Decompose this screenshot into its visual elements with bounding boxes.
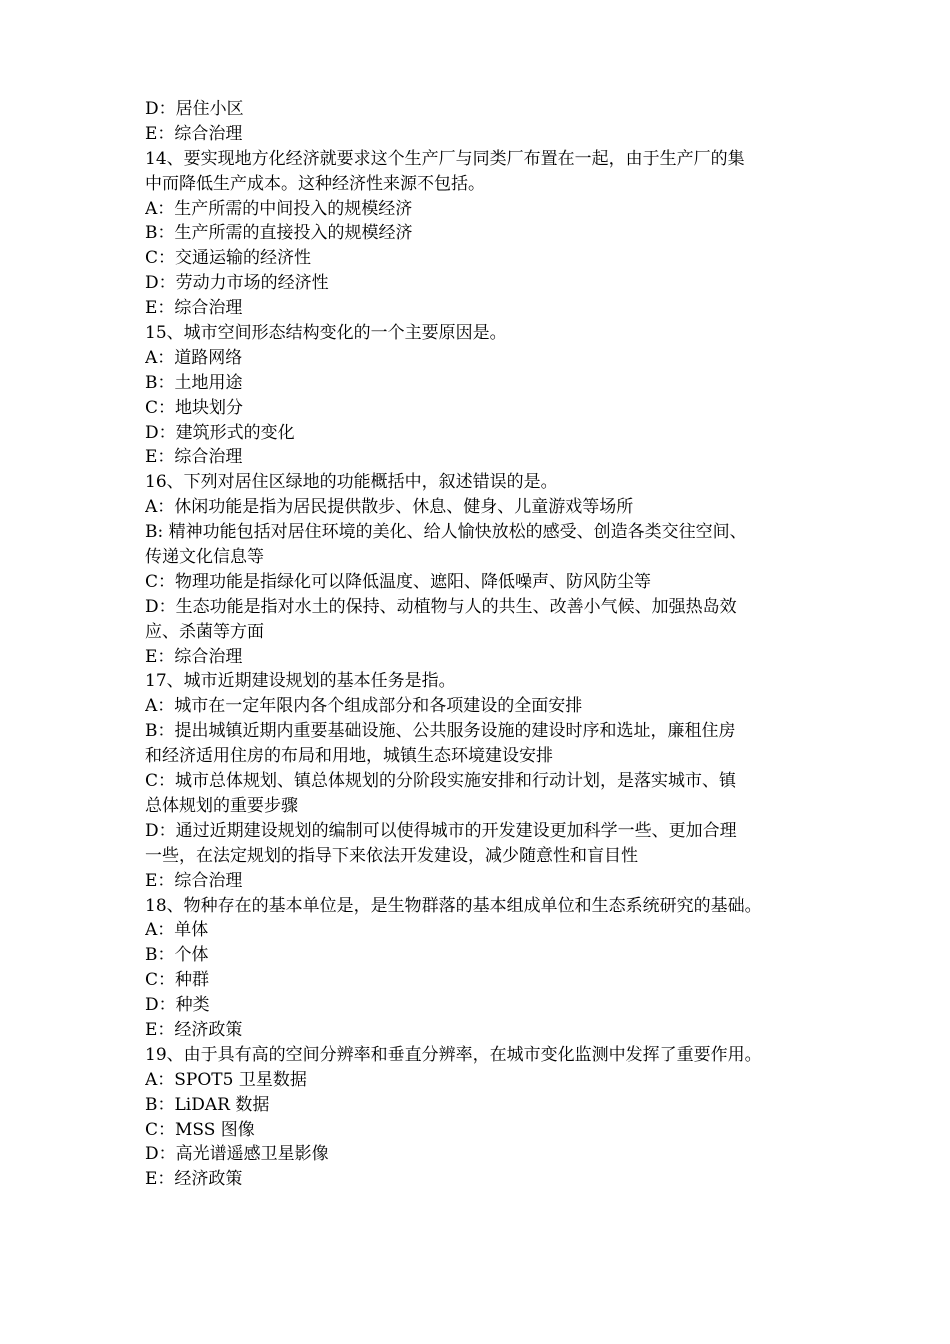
option-line: D：高光谱遥感卫星影像 <box>145 1144 329 1165</box>
option-line: A：城市在一定年限内各个组成部分和各项建设的全面安排 <box>145 696 583 717</box>
text-line: 传递文化信息等 <box>145 547 264 568</box>
option-line: B：LiDAR 数据 <box>145 1094 270 1115</box>
document-body <box>145 97 815 1192</box>
option-line: C：MSS 图像 <box>145 1119 255 1140</box>
question-14: 14、要实现地方化经济就要求这个生产厂与同类厂布置在一起，由于生产厂的集 <box>145 148 745 169</box>
text-line: 中而降低生产成本。这种经济性来源不包括。 <box>145 173 485 194</box>
text-line: 总体规划的重要步骤 <box>145 795 298 816</box>
option-line: E：综合治理 <box>145 870 243 891</box>
option-line: E：综合治理 <box>145 298 243 319</box>
option-line: D：建筑形式的变化 <box>145 422 295 443</box>
question-19: 19、由于具有高的空间分辨率和垂直分辨率，在城市变化监测中发挥了重要作用。 <box>145 1044 762 1065</box>
text-line: E：综合治理 <box>145 123 243 144</box>
option-line: A：休闲功能是指为居民提供散步、休息、健身、儿童游戏等场所 <box>145 497 634 518</box>
question-17: 17、城市近期建设规划的基本任务是指。 <box>145 671 456 692</box>
text-line: D：居住小区 <box>145 99 244 119</box>
option-line: B：提出城镇近期内重要基础设施、公共服务设施的建设时序和选址，廉租住房 <box>145 721 736 742</box>
option-line: A：道路网络 <box>145 347 243 368</box>
text-line: 一些，在法定规划的指导下来依法开发建设，减少随意性和盲目性 <box>145 845 638 866</box>
option-line: C：城市总体规划、镇总体规划的分阶段实施安排和行动计划，是落实城市、镇 <box>145 771 737 792</box>
option-line: D：劳动力市场的经济性 <box>145 273 329 294</box>
text-line: 应、杀菌等方面 <box>145 621 264 642</box>
option-line: D：种类 <box>145 995 210 1016</box>
option-line: A：SPOT5 卫星数据 <box>145 1069 307 1090</box>
option-line: A：单体 <box>145 920 209 941</box>
question-15: 15、城市空间形态结构变化的一个主要原因是。 <box>145 323 507 344</box>
question-18: 18、物种存在的基本单位是，是生物群落的基本组成单位和生态系统研究的基础。 <box>145 895 762 916</box>
option-line: C：种群 <box>145 970 210 991</box>
option-line: E：经济政策 <box>145 1019 243 1040</box>
option-line: E：综合治理 <box>145 447 243 468</box>
option-line: E：综合治理 <box>145 646 243 667</box>
option-line: E：经济政策 <box>145 1169 243 1190</box>
option-line: B: 精神功能包括对居住环境的美化、给人愉快放松的感受、创造各类交往空间、 <box>145 522 747 543</box>
option-line: C：交通运输的经济性 <box>145 248 312 269</box>
option-line: D：生态功能是指对水土的保持、动植物与人的共生、改善小气候、加强热岛效 <box>145 596 737 617</box>
option-line: B：个体 <box>145 945 209 966</box>
option-line: D：通过近期建设规划的编制可以使得城市的开发建设更加科学一些、更加合理 <box>145 820 737 841</box>
text-line: 和经济适用住房的布局和用地，城镇生态环境建设安排 <box>145 746 553 767</box>
question-16: 16、下列对居住区绿地的功能概括中，叙述错误的是。 <box>145 472 558 493</box>
option-line: B：土地用途 <box>145 372 243 393</box>
option-line: C：物理功能是指绿化可以降低温度、遮阳、降低噪声、防风防尘等 <box>145 571 652 592</box>
option-line: B：生产所需的直接投入的规模经济 <box>145 223 413 244</box>
option-line: A：生产所需的中间投入的规模经济 <box>145 198 413 219</box>
option-line: C：地块划分 <box>145 397 244 418</box>
